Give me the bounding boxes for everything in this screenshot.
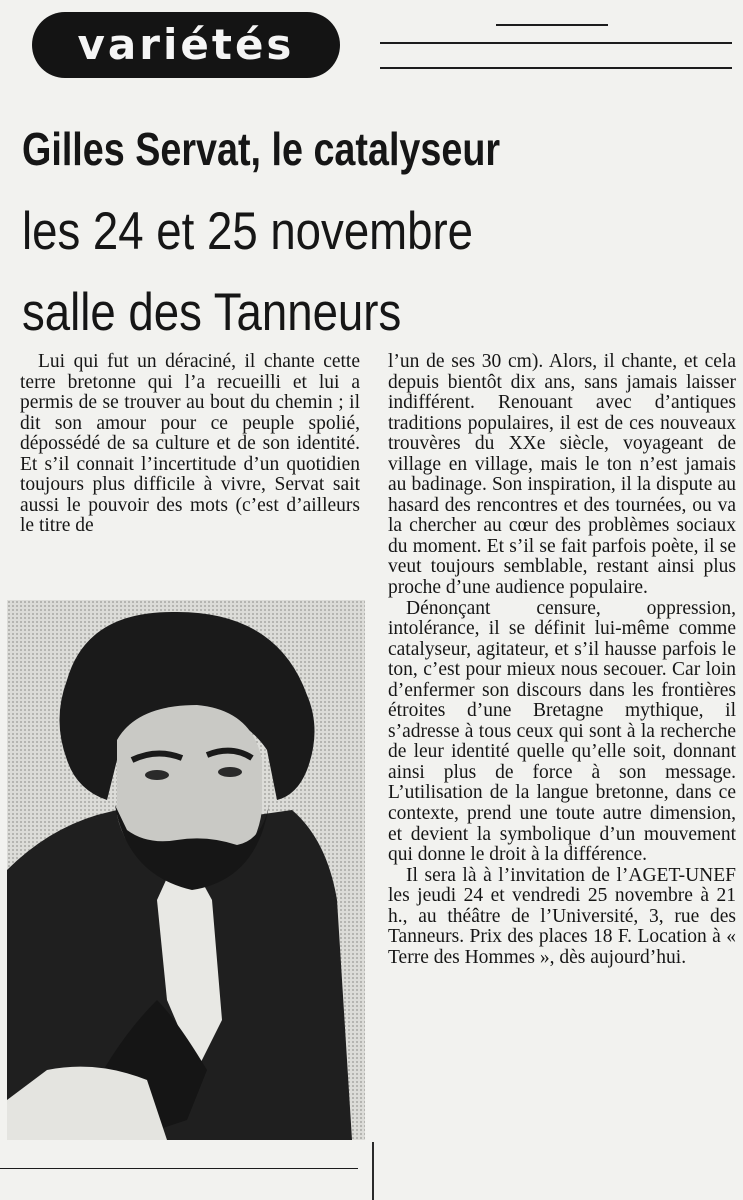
portrait-photo: [7, 600, 365, 1140]
right-paragraph-2: Dénonçant censure, oppression, intolérance, il se définit lui-même comme catalyseur, agitateur, et s’il hausse parfois le ton, c’est pour mieux nous secouer. Car loin d’enfermer son discours dans les frontières étroites d’une Bretagne mythique, il s’adresse à tous ceux qui sont à la recherche de leur identité quelle qu’elle soit, donnant ainsi plus de force à son message. L’utilisation de la langue bretonne, dans ce contexte, prend une toute autre dimension, et devient la symbolique d’un mouvement qui donne le droit à la différence.: [388, 597, 736, 866]
top-rule-2: [380, 42, 732, 44]
headline-line-3: salle des Tanneurs: [22, 283, 402, 342]
left-paragraph: Lui qui fut un déraciné, il chante cette terre bretonne qui l’a recueilli et lui a permis de se trouver au bout du chemin ; il dit son amour pour ce peuple spolié, dépossédé de sa culture et de son identité. Et s’il connait l’incertitude d’un quotidien toujours plus difficile à vivre, Servat sait aussi le pouvoir des mots (c’est d’ailleurs le titre de: [20, 351, 360, 537]
bottom-rule: [0, 1168, 358, 1169]
top-rule-3: [380, 67, 732, 69]
section-badge-label: variétés: [77, 20, 295, 69]
headline-line-2: les 24 et 25 novembre: [22, 202, 474, 261]
section-badge: [32, 12, 340, 78]
column-divider: [372, 1142, 374, 1200]
right-column: [388, 352, 736, 968]
left-column: [20, 352, 360, 537]
right-paragraph-3: Il sera là à l’invitation de l’AGET-UNEF les jeudi 24 et vendredi 25 novembre à 21 h., au théâtre de l’Université, 3, rue des Tanneurs. Prix des places 18 F. Location à « Terre des Hommes », dès aujourd’hui.: [388, 864, 736, 968]
right-paragraph-1: l’un de ses 30 cm). Alors, il chante, et cela depuis bientôt dix ans, sans jamais laisser indifférent. Renouant avec d’antiques traditions populaires, il est de ces nouveaux trouvères du XXe siècle, voyageant de village en village, mais le ton n’est jamais au badinage. Son inspiration, il la dispute au hasard des rencontres et des tournées, ou va la chercher au cœur des problèmes sociaux du moment. Et s’il se fait parfois poète, il se veut toujours semblable, restant ainsi plus proche d’une audience populaire.: [388, 351, 736, 599]
portrait-illustration: [7, 600, 365, 1140]
headline-line-1: Gilles Servat, le catalyseur: [22, 123, 501, 175]
top-rule-1: [496, 24, 608, 26]
